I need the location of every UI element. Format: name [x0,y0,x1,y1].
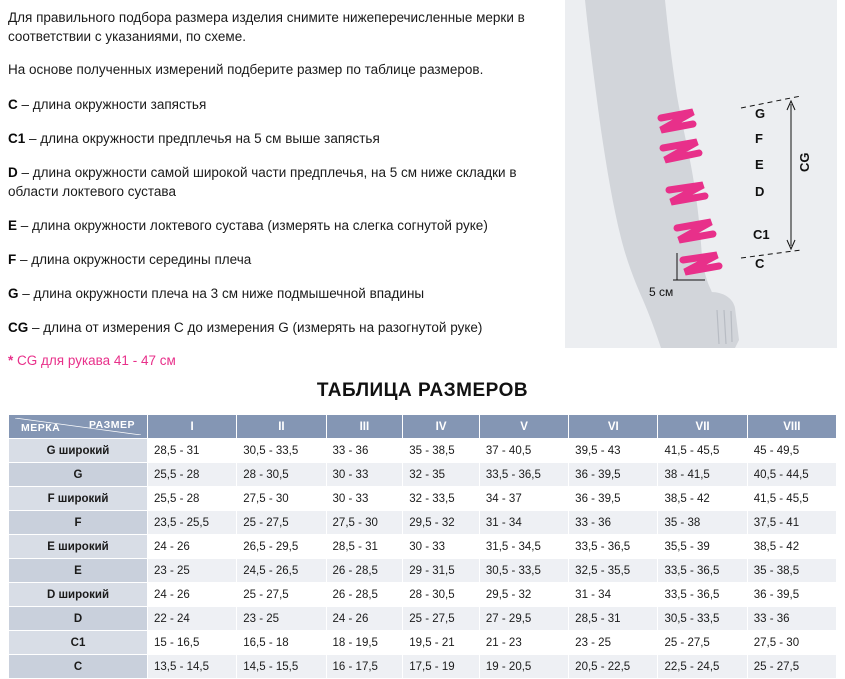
cell-f-3: 27,5 - 30 [326,511,403,535]
table-row [9,535,837,559]
definition-g [8,284,552,303]
table-row [9,511,837,535]
cell-e-2: 24,5 - 26,5 [237,559,326,583]
cell-f-8: 37,5 - 41 [747,511,836,535]
cell-e-1: 23 - 25 [148,559,237,583]
table-corner-header [9,415,148,439]
definition-c1-text: – длина окружности предплечья на 5 см выше запястья [25,131,380,146]
cell-f-wide-2: 27,5 - 30 [237,487,326,511]
note-star: * [8,353,14,368]
column-header-2: II [237,415,326,439]
cell-g-3: 30 - 33 [326,463,403,487]
cell-d-3: 24 - 26 [326,607,403,631]
definition-cg-key: CG [8,320,29,335]
note-text: CG для рукава 41 - 47 см [13,353,176,368]
cell-e-7: 33,5 - 36,5 [658,559,747,583]
cell-d-6: 28,5 - 31 [569,607,658,631]
definition-g-key: G [8,286,19,301]
label-e: E [755,157,764,172]
definition-d [8,163,552,201]
definition-d-key: D [8,165,18,180]
label-cg: CG [797,152,812,172]
sleeve-note [8,352,552,370]
definition-c-key: C [8,97,18,112]
cell-c-8: 25 - 27,5 [747,655,836,679]
cell-c-7: 22,5 - 24,5 [658,655,747,679]
cell-f-wide-5: 34 - 37 [479,487,568,511]
cell-f-wide-3: 30 - 33 [326,487,403,511]
label-d: D [755,184,765,199]
definition-e-text: – длина окружности локтевого сустава (измерять на слегка согнутой руке) [17,218,488,233]
cell-d-5: 27 - 29,5 [479,607,568,631]
cell-c-1: 13,5 - 14,5 [148,655,237,679]
cell-d-7: 30,5 - 33,5 [658,607,747,631]
intro-paragraph-1: Для правильного подбора размера изделия снимите нижеперечисленные мерки в соответствии с указаниями, по схеме. [8,10,525,44]
cell-c1-6: 23 - 25 [569,631,658,655]
cell-d-4: 25 - 27,5 [403,607,480,631]
cell-d-wide-6: 31 - 34 [569,583,658,607]
table-row [9,463,837,487]
cell-g-7: 38 - 41,5 [658,463,747,487]
corner-label-size: РАЗМЕР [89,419,135,431]
cell-c-3: 16 - 17,5 [326,655,403,679]
cell-g-2: 28 - 30,5 [237,463,326,487]
row-label-c: C [9,655,148,679]
cell-d-1: 22 - 24 [148,607,237,631]
cell-c-4: 17,5 - 19 [403,655,480,679]
column-header-1: I [148,415,237,439]
definition-d-text: – длина окружности самой широкой части предплечья, на 5 см ниже складки в области локтевого сустава [8,165,517,199]
column-header-4: IV [403,415,480,439]
cell-c1-7: 25 - 27,5 [658,631,747,655]
cell-e-6: 32,5 - 35,5 [569,559,658,583]
cell-e-8: 35 - 38,5 [747,559,836,583]
cell-e-5: 30,5 - 33,5 [479,559,568,583]
cell-d-wide-5: 29,5 - 32 [479,583,568,607]
table-row [9,631,837,655]
cell-d-wide-7: 33,5 - 36,5 [658,583,747,607]
definition-e-key: E [8,218,18,233]
label-f: F [755,131,763,146]
cell-c1-1: 15 - 16,5 [148,631,237,655]
cell-e-wide-3: 28,5 - 31 [326,535,403,559]
arm-diagram-svg [565,0,837,348]
cell-f-4: 29,5 - 32 [403,511,480,535]
cell-g-wide-1: 28,5 - 31 [148,439,237,463]
definition-f-text: – длина окружности середины плеча [16,252,252,267]
arm-illustration [565,0,837,348]
cell-c-2: 14,5 - 15,5 [237,655,326,679]
table-row [9,439,837,463]
definition-c [8,95,552,114]
cell-c1-4: 19,5 - 21 [403,631,480,655]
corner-label-measure: МЕРКА [21,422,61,434]
cell-d-wide-3: 26 - 28,5 [326,583,403,607]
row-label-e-wide: E широкий [9,535,148,559]
cell-f-wide-1: 25,5 - 28 [148,487,237,511]
table-row [9,655,837,679]
definition-e [8,216,552,235]
definition-c1 [8,129,552,148]
cell-f-wide-7: 38,5 - 42 [658,487,747,511]
definition-cg-text: – длина от измерения C до измерения G (измерять на разогнутой руке) [28,320,483,335]
cell-e-wide-2: 26,5 - 29,5 [237,535,326,559]
cell-g-wide-5: 37 - 40,5 [479,439,568,463]
cell-g-wide-7: 41,5 - 45,5 [658,439,747,463]
cell-e-wide-4: 30 - 33 [403,535,480,559]
label-c1: C1 [753,227,770,242]
cell-c-6: 20,5 - 22,5 [569,655,658,679]
cell-e-4: 29 - 31,5 [403,559,480,583]
cell-e-wide-7: 35,5 - 39 [658,535,747,559]
cell-f-wide-6: 36 - 39,5 [569,487,658,511]
instructions-column [0,0,560,370]
cell-f-1: 23,5 - 25,5 [148,511,237,535]
cell-d-wide-1: 24 - 26 [148,583,237,607]
cell-g-1: 25,5 - 28 [148,463,237,487]
label-5cm: 5 см [649,285,674,299]
size-table-body [9,439,837,679]
cell-e-wide-1: 24 - 26 [148,535,237,559]
row-label-g: G [9,463,148,487]
cell-d-2: 23 - 25 [237,607,326,631]
cell-g-6: 36 - 39,5 [569,463,658,487]
cell-f-wide-8: 41,5 - 45,5 [747,487,836,511]
cell-g-8: 40,5 - 44,5 [747,463,836,487]
size-table-head [9,415,837,439]
cell-e-wide-5: 31,5 - 34,5 [479,535,568,559]
cell-f-5: 31 - 34 [479,511,568,535]
cell-c1-5: 21 - 23 [479,631,568,655]
cell-d-wide-2: 25 - 27,5 [237,583,326,607]
cell-c-5: 19 - 20,5 [479,655,568,679]
cell-c1-2: 16,5 - 18 [237,631,326,655]
cell-e-wide-6: 33,5 - 36,5 [569,535,658,559]
table-row [9,583,837,607]
table-title: ТАБЛИЦА РАЗМЕРОВ [316,380,529,401]
cell-d-wide-4: 28 - 30,5 [403,583,480,607]
definition-f [8,250,552,269]
size-table [8,414,837,679]
column-header-7: VII [658,415,747,439]
definition-g-text: – длина окружности плеча на 3 см ниже подмышечной впадины [18,286,425,301]
row-label-f: F [9,511,148,535]
column-header-6: VI [569,415,658,439]
cell-g-5: 33,5 - 36,5 [479,463,568,487]
row-label-e: E [9,559,148,583]
cell-g-wide-8: 45 - 49,5 [747,439,836,463]
column-header-8: VIII [747,415,836,439]
cell-g-wide-6: 39,5 - 43 [569,439,658,463]
row-label-f-wide: F широкий [9,487,148,511]
cell-f-7: 35 - 38 [658,511,747,535]
cell-f-wide-4: 32 - 33,5 [403,487,480,511]
label-g: G [755,106,766,121]
cell-g-wide-3: 33 - 36 [326,439,403,463]
definition-c-text: – длина окружности запястья [17,97,207,112]
row-label-g-wide: G широкий [9,439,148,463]
row-label-d: D [9,607,148,631]
row-label-d-wide: D широкий [9,583,148,607]
cell-e-3: 26 - 28,5 [326,559,403,583]
table-row [9,559,837,583]
intro-paragraph-2: На основе полученных измерений подберите размер по таблице размеров. [8,62,484,77]
definition-cg [8,318,552,337]
size-table-header-row [9,415,837,439]
definition-c1-key: C1 [8,131,26,146]
cell-g-wide-4: 35 - 38,5 [403,439,480,463]
row-label-c1: C1 [9,631,148,655]
cell-d-wide-8: 36 - 39,5 [747,583,836,607]
table-row [9,607,837,631]
label-c: C [755,256,765,271]
definition-f-key: F [8,252,17,267]
cell-c1-8: 27,5 - 30 [747,631,836,655]
cell-g-wide-2: 30,5 - 33,5 [237,439,326,463]
column-header-5: V [479,415,568,439]
cell-e-wide-8: 38,5 - 42 [747,535,836,559]
cell-c1-3: 18 - 19,5 [326,631,403,655]
column-header-3: III [326,415,403,439]
table-row [9,487,837,511]
cell-g-4: 32 - 35 [403,463,480,487]
cell-d-8: 33 - 36 [747,607,836,631]
cell-f-2: 25 - 27,5 [237,511,326,535]
cell-f-6: 33 - 36 [569,511,658,535]
